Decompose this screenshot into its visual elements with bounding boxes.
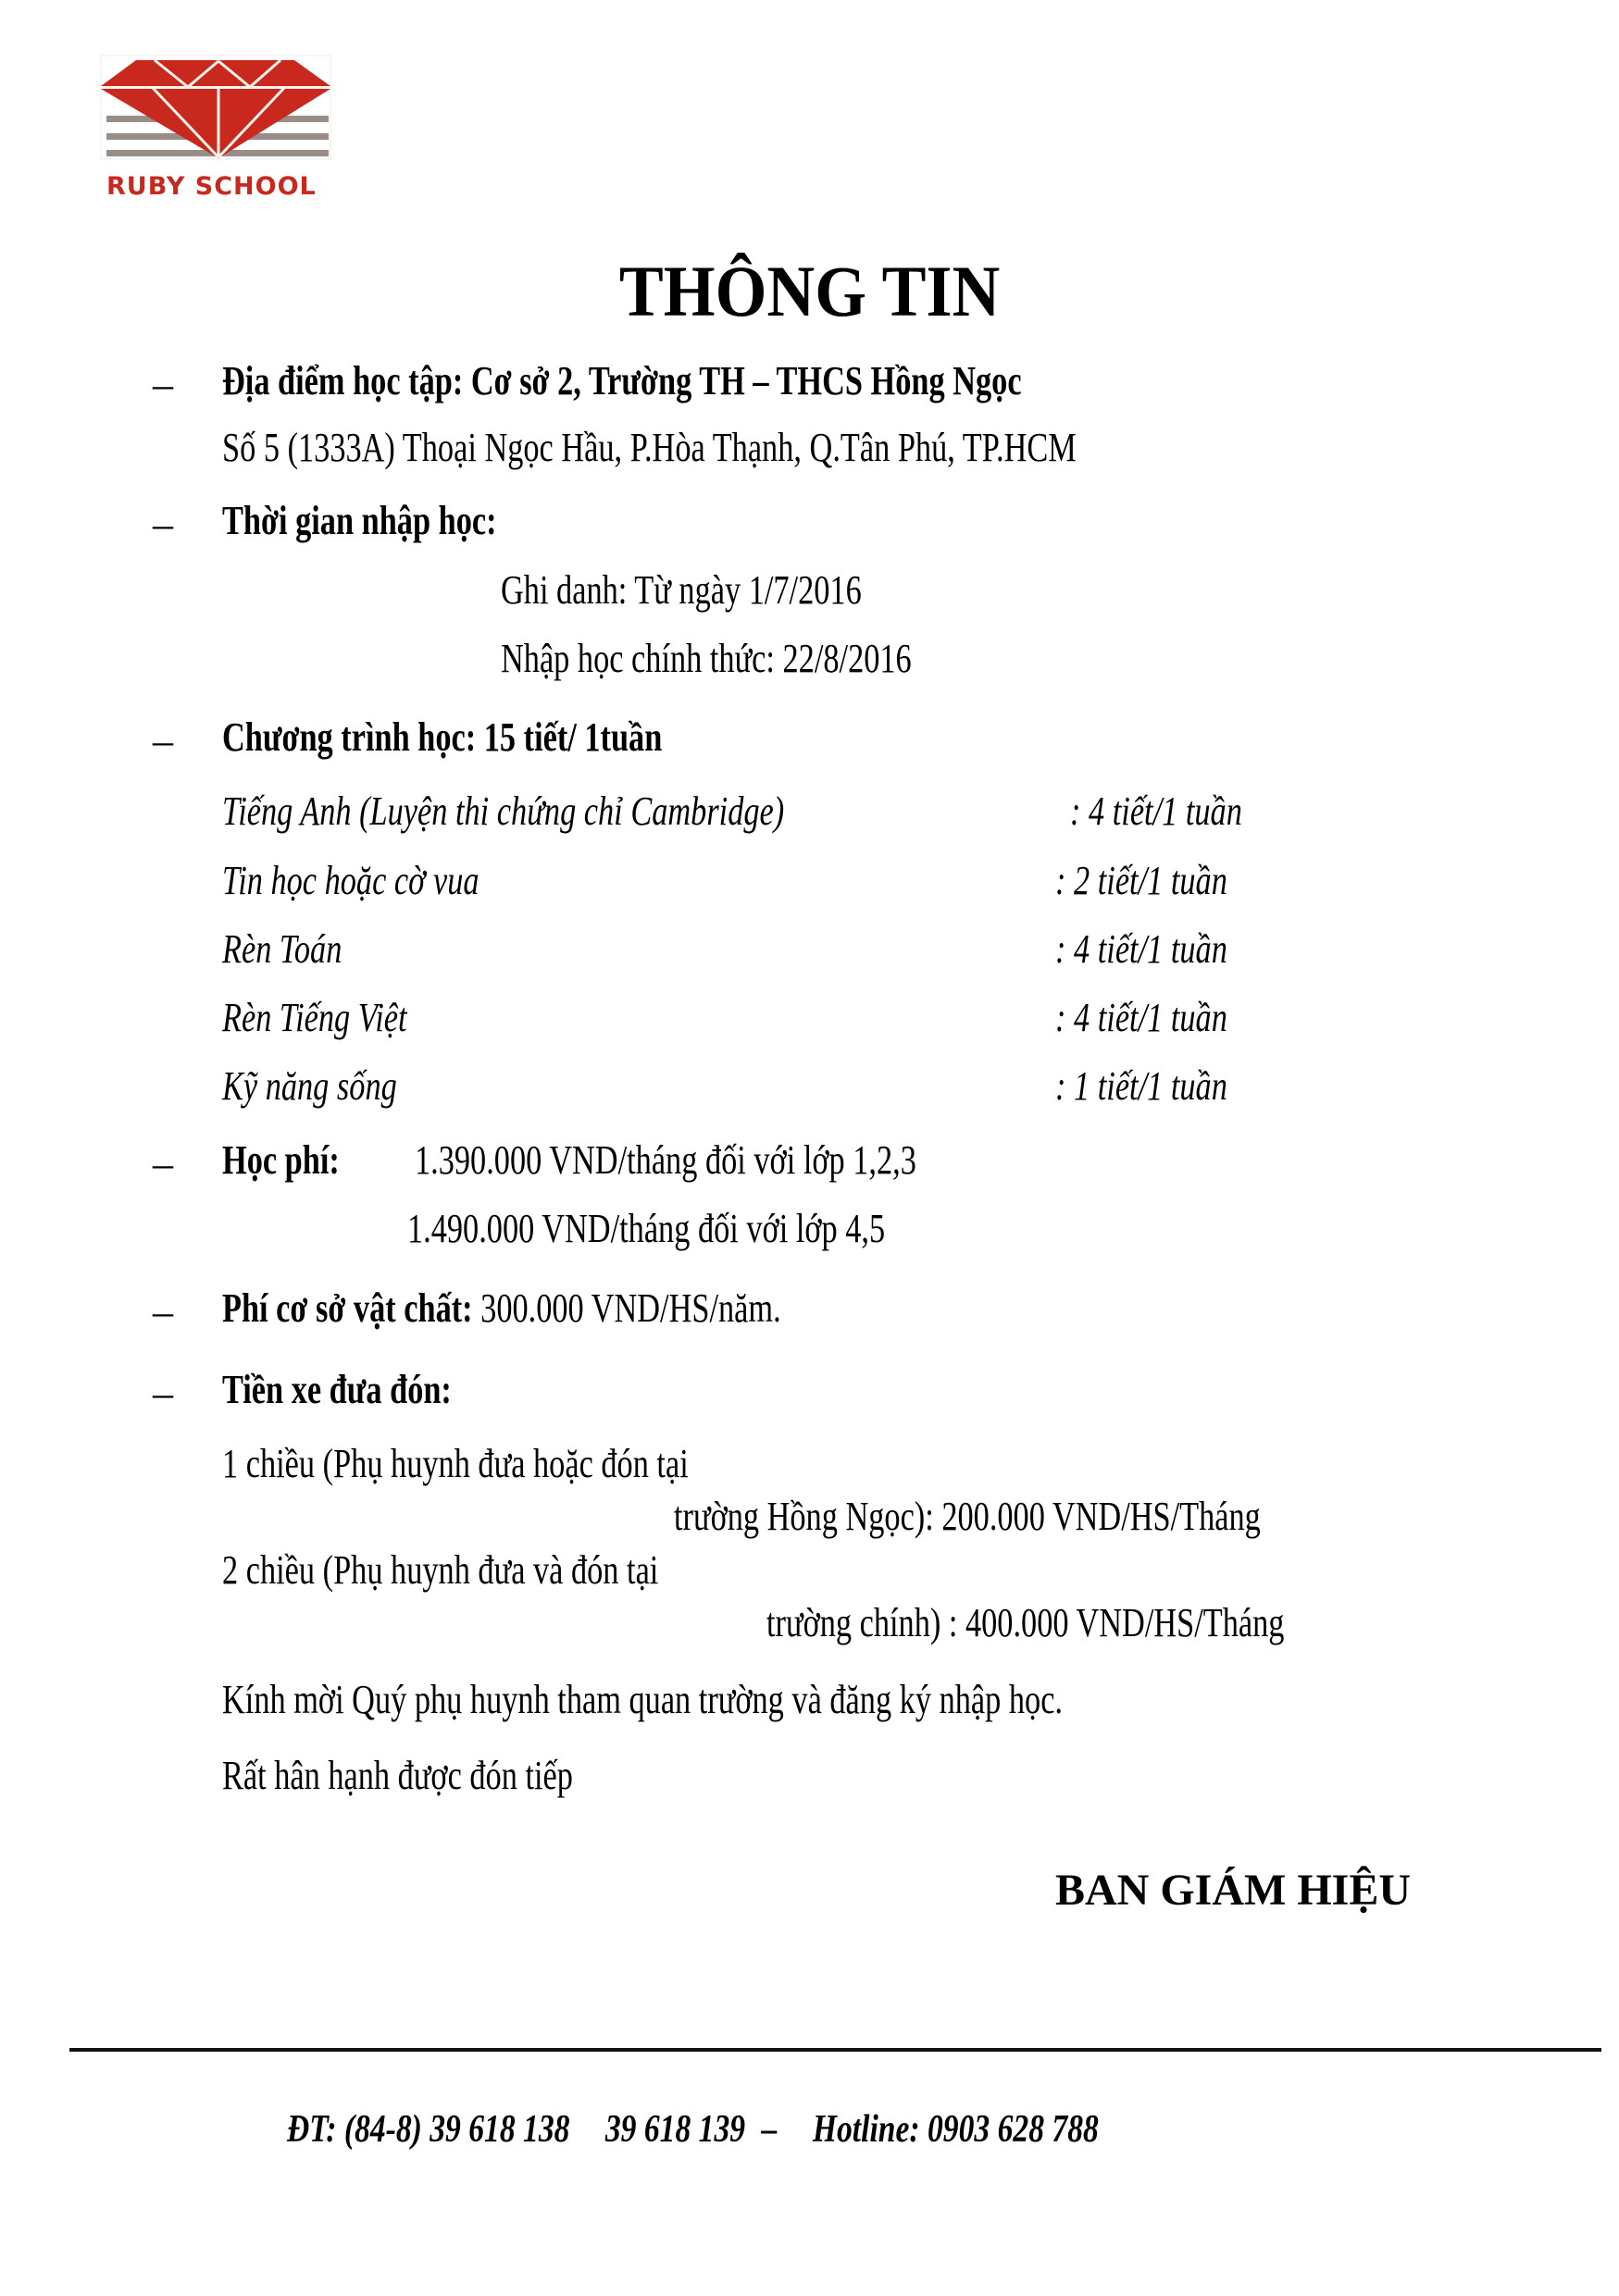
subject-name: Tiếng Anh (Luyện thi chứng chỉ Cambridge) [222, 788, 785, 834]
subject-hours: : 1 tiết/1 tuần [1055, 1063, 1227, 1109]
invitation-text: Kính mời Quý phụ huynh tham quan trường và đăng ký nhập học. [222, 1677, 1064, 1722]
footer-phone: ĐT: (84-8) 39 618 138 [287, 2108, 570, 2151]
official-start-date: Nhập học chính thức: 22/8/2016 [501, 636, 912, 681]
tuition-grades-1-3: 1.390.000 VND/tháng đối với lớp 1,2,3 [415, 1137, 916, 1183]
location-label: Địa điểm học tập: Cơ sở 2, Trường TH – THCS Hồng Ngọc [222, 358, 1022, 403]
footer-separator: – [761, 2108, 778, 2151]
bullet-dash: – [153, 1289, 173, 1334]
subject-name: Rèn Toán [222, 926, 342, 972]
facility-fee [222, 1285, 939, 1331]
tuition-grades-4-5: 1.490.000 VND/tháng đối với lớp 4,5 [407, 1206, 886, 1251]
bus-two-way-price: trường chính) : 400.000 VND/HS/Tháng [766, 1600, 1285, 1645]
bullet-dash: – [153, 362, 173, 407]
enrollment-label: Thời gian nhập học: [222, 498, 497, 543]
program-label: Chương trình học: 15 tiết/ 1tuần [222, 714, 663, 760]
subject-hours: : 2 tiết/1 tuần [1055, 858, 1227, 903]
logo-text: RUBY SCHOOL [106, 172, 317, 201]
bullet-dash: – [153, 718, 173, 763]
subject-name: Tin học hoặc cờ vua [222, 858, 479, 903]
footer-divider [69, 2048, 1601, 2052]
bus-fee-label: Tiền xe đưa đón: [222, 1367, 452, 1412]
facility-fee-label: Phí cơ sở vật chất: [222, 1285, 473, 1331]
signature-block: BAN GIÁM HIỆU [1055, 1866, 1412, 1915]
footer-phone-2: 39 618 139 [604, 2108, 746, 2151]
tuition-label: Học phí: [222, 1137, 340, 1183]
subject-name: Rèn Tiếng Việt [222, 995, 407, 1040]
footer-contact [287, 2107, 1301, 2152]
ruby-diamond-icon [97, 54, 334, 165]
facility-fee-value: 300.000 VND/HS/năm. [480, 1285, 781, 1331]
bullet-dash: – [153, 1371, 173, 1416]
location-address: Số 5 (1333A) Thoại Ngọc Hầu, P.Hòa Thạnh, Q.Tân Phú, TP.HCM [222, 425, 1077, 470]
bullet-dash: – [153, 1141, 173, 1186]
subject-name: Kỹ năng sống [222, 1063, 397, 1109]
bus-one-way: 1 chiều (Phụ huynh đưa hoặc đón tại [222, 1441, 689, 1486]
ruby-school-logo [97, 54, 334, 202]
welcome-text: Rất hân hạnh được đón tiếp [222, 1753, 573, 1798]
bus-two-way: 2 chiều (Phụ huynh đưa và đón tại [222, 1547, 659, 1593]
footer-hotline: Hotline: 0903 628 788 [812, 2108, 1099, 2151]
subject-hours: : 4 tiết/1 tuần [1070, 788, 1242, 834]
subject-hours: : 4 tiết/1 tuần [1055, 995, 1227, 1040]
subject-hours: : 4 tiết/1 tuần [1055, 926, 1227, 972]
bullet-dash: – [153, 502, 173, 547]
page-title: THÔNG TIN [618, 251, 1001, 331]
registration-date: Ghi danh: Từ ngày 1/7/2016 [501, 567, 862, 613]
bus-one-way-price: trường Hồng Ngọc): 200.000 VND/HS/Tháng [674, 1494, 1261, 1539]
